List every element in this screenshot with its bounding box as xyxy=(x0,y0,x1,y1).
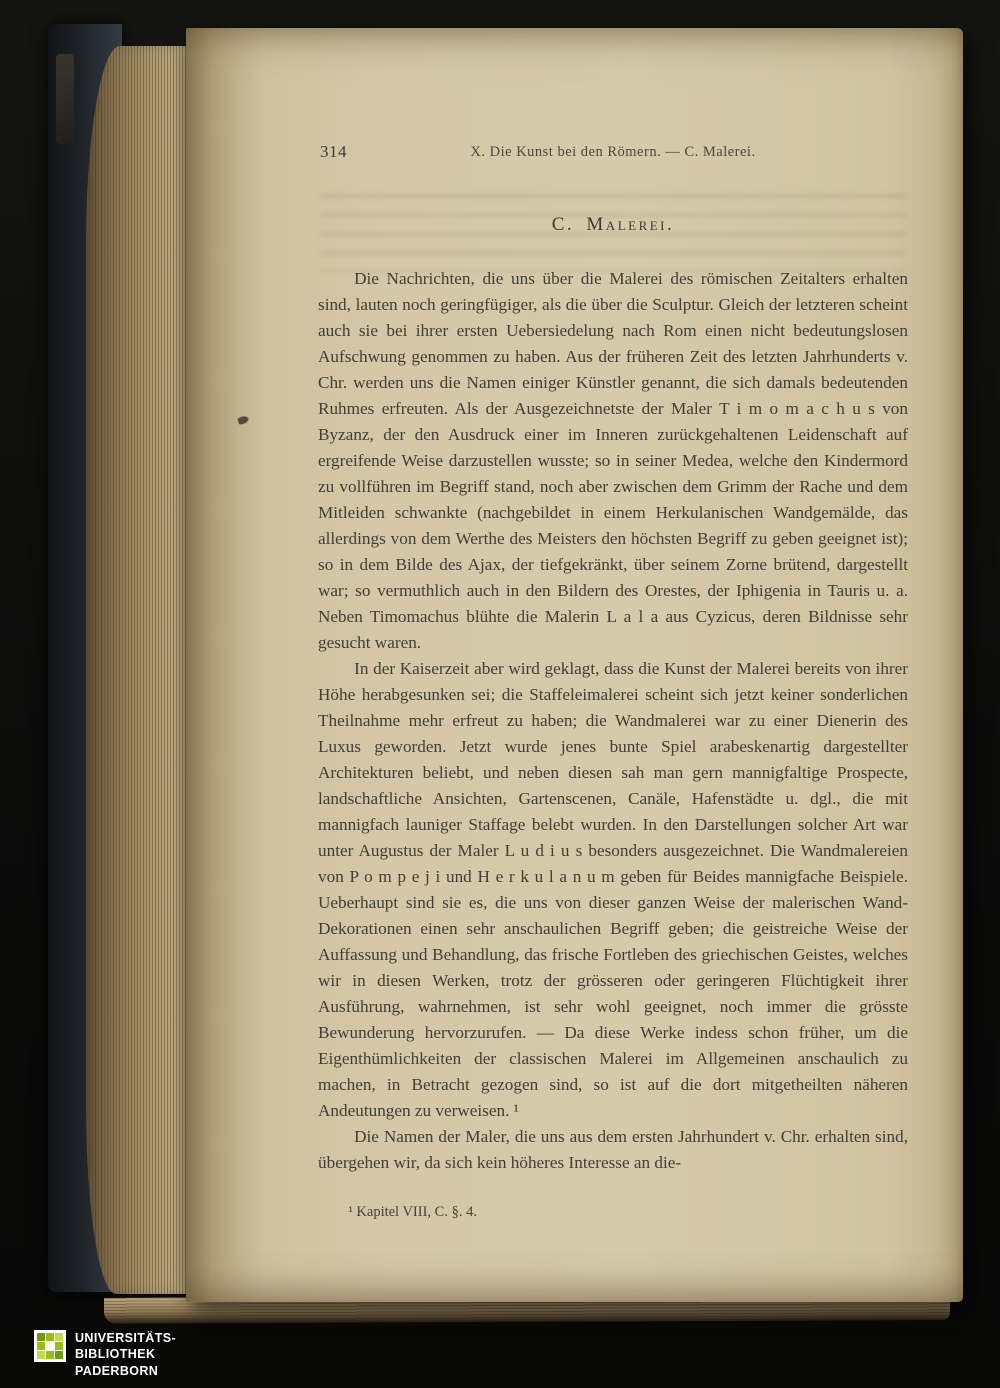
section-heading: C. Malerei. xyxy=(551,214,675,235)
paragraph-2: In der Kaiserzeit aber wird geklagt, dass die Kunst der Malerei bereits von ihrer Höhe herabgesunken sei; die Staffeleimalerei scheint sich jetzt keiner sonderlichen Theilnahme mehr erfreut zu haben; die Wandmalerei war zu einer Dienerin des Luxus geworden. Jetzt wurde jenes bunte Spiel arabeskenartig dargestellter Architekturen beliebt, und neben diesen sah man gern mannigfaltige Prospecte, landschaftliche Ansichten, Gartenscenen, Canäle, Hafenstädte u. dgl., die mit mannigfach launiger Staffage belebt wurden. In den Darstellungen solcher Art war unter Augustus der Maler L u d i u s besonders ausgezeichnet. Die Wandmalereien von P o m p e j i und H e r k u l a n u m geben für Beides mannigfache Beispiele. Ueberhaupt sind sie es, die uns von dieser ganzen Weise der malerischen Wand-Dekorationen einen sehr anschaulichen Begriff geben; die geistreiche Weise der Auffassung und Behandlung, das frische Fortleben des griechischen Geistes, welches wir in diesen Werken, trotz der grösseren oder geringeren Flüchtigkeit ihrer Ausführung, wahrnehmen, ist sehr wohl geeignet, noch immer die grösste Bewunderung hervorzurufen. — Da diese Werke indess schon früher, um die Eigenthümlichkeiten der classischen Malerei im Allgemeinen anschaulich zu machen, in Betracht gezogen sind, so ist auf die dort mitgetheilten näheren Andeutungen zu verweisen. ¹ xyxy=(318,659,908,1120)
library-name-line2: BIBLIOTHEK xyxy=(75,1347,156,1362)
page-text-column xyxy=(318,142,908,1222)
book-page xyxy=(186,28,963,1302)
running-header-title: X. Die Kunst bei den Römern. — C. Malerei. xyxy=(470,144,756,160)
running-head xyxy=(318,142,908,166)
library-name-line1: UNIVERSITÄTS- xyxy=(75,1331,177,1345)
footnote: ¹ Kapitel VIII, C. §. 4. xyxy=(348,1204,477,1220)
paragraph-3: Die Namen der Maler, die uns aus dem ersten Jahrhundert v. Chr. erhalten sind, übergehen wir, da sich kein höheres Interesse an die- xyxy=(318,1127,908,1172)
book-page-edges xyxy=(86,46,192,1294)
library-name-line3: PADERBORN xyxy=(75,1363,159,1378)
library-stamp xyxy=(34,1330,176,1379)
ink-smudge xyxy=(237,414,250,425)
paragraph-1: Die Nachrichten, die uns über die Malerei des römischen Zeitalters erhalten sind, lauten noch geringfügiger, als die über die Sculptur. Gleich der letzteren scheint auch sie bei ihrer ersten Uebersiedelung nach Rom einen nicht bedeutungslosen Aufschwung genommen zu haben. Aus der früheren Zeit des letzten Jahrhunderts v. Chr. werden uns die Namen einiger Künstler genannt, die sich damals bedeutenden Ruhmes erfreuten. Als der Ausgezeichnetste der Maler T i m o m a c h u s von Byzanz, der den Ausdruck einer im Inneren zurückgehaltenen Leidenschaft auf ergreifende Weise darzustellen wusste; so in seiner Medea, welche den Kindermord zu vollführen im Begriff stand, noch aber zwischen dem Grimm der Rache und dem Mitleiden schwankte (nachgebildet in einem Herkulanischen Wandgemälde, das allerdings von dem Werthe des Meisters den höchsten Begriff zu geben geeignet ist); so in dem Bilde des Ajax, der tiefgekränkt, über seinem Zorne brütend, dargestellt war; so vermuthlich auch in den Bildern des Orestes, der Iphigenia in Tauris u. a. Neben Timomachus blühte die Malerin L a l a aus Cyzicus, deren Bildnisse sehr gesucht waren. xyxy=(318,269,908,652)
library-name xyxy=(75,1330,176,1379)
library-logo-icon xyxy=(34,1330,66,1362)
page-number: 314 xyxy=(320,142,347,161)
